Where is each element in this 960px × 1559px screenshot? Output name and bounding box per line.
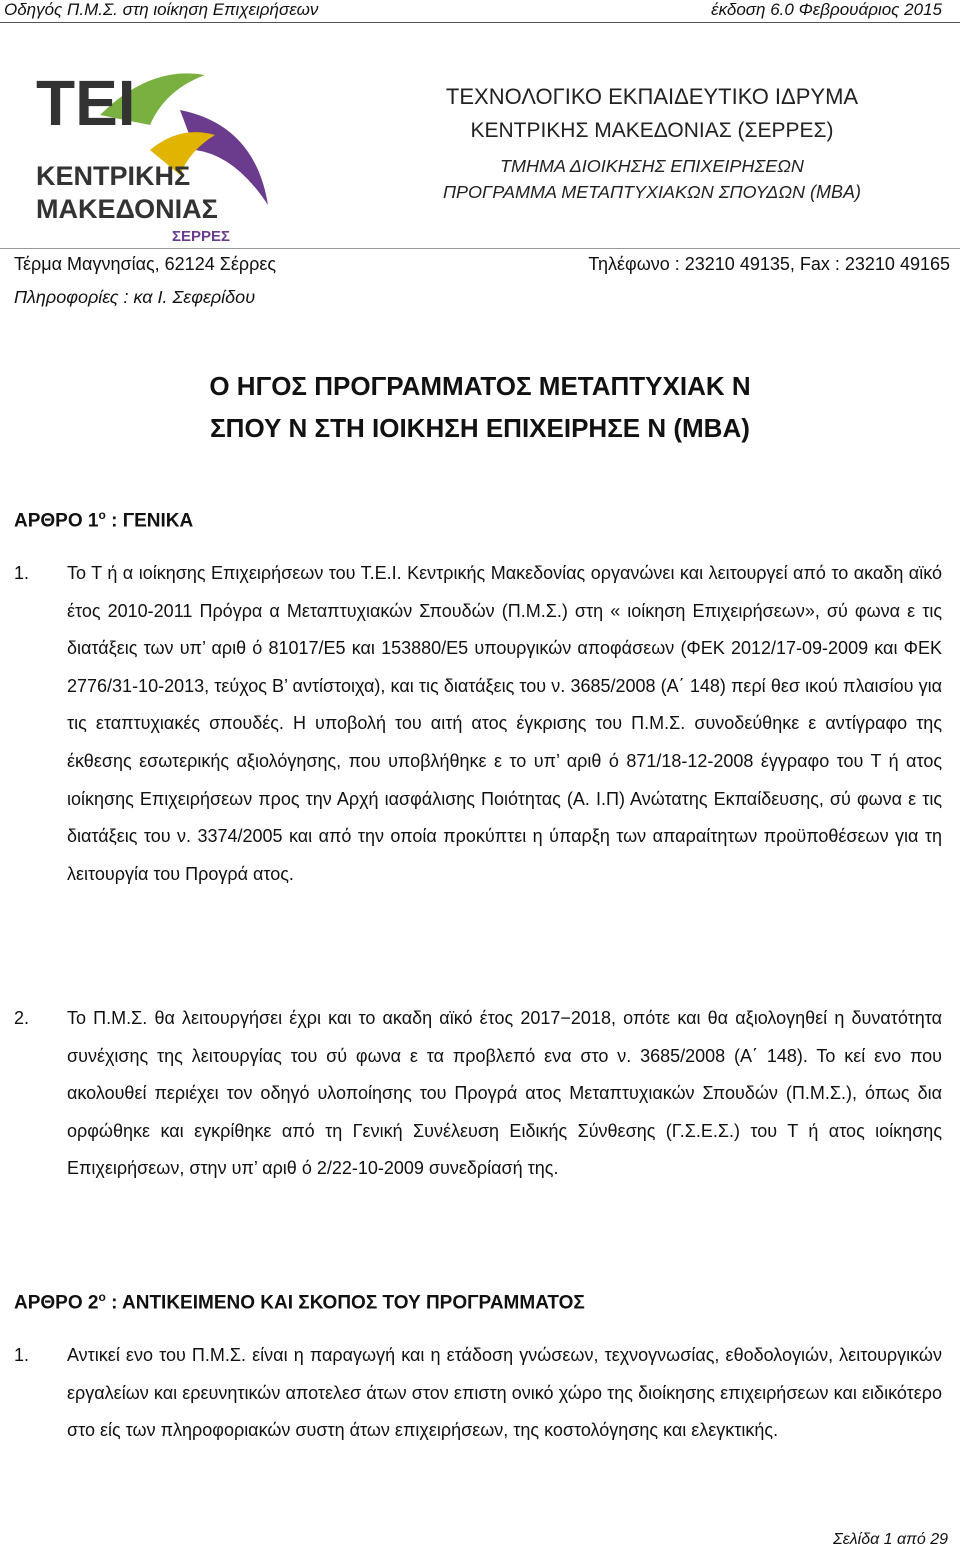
department-name: ΤΜΗΜΑ ΔΙΟΙΚΗΣΗΣ ΕΠΙΧΕΙΡΗΣΕΩΝ — [500, 156, 804, 176]
logo-purple-swoosh — [180, 110, 268, 205]
article-2-item-1 — [14, 1337, 942, 1450]
item-number: 1. — [14, 563, 30, 583]
item-number: 1. — [14, 1345, 30, 1365]
running-header — [0, 0, 960, 23]
article-2-heading-pre: ΑΡΘΡΟ 2 — [14, 1292, 99, 1314]
phone-fax: Τηλέφωνο : 23210 49135, Fax : 23210 49165 — [588, 254, 950, 274]
article-2-heading — [14, 1290, 585, 1314]
item-text: Το Π.Μ.Σ. θα λειτουργήσει έχρι και το ακαδη αϊκό έτος 2017−2018, οπότε και θα αξιολογηθεί η δυνατότητα συνέχισης της λειτουργίας του σύ φωνα ε τα προβλεπό ενα στο ν. 3685/2008 (Α΄ 148). Το κεί ενο που ακολουθεί περιέχει τον οδηγό υλοποίησης του Προγρά ατος Μεταπτυχιακών Σπουδών (Π.Μ.Σ.), όπως δια ορφώθηκε και εγκρίθηκε από τη Γενική Συνέλευση Ειδικής Σύνθεσης (Γ.Σ.Ε.Σ.) του Τ ή ατος ιοίκησης Επιχειρήσεων, στην υπ’ αριθ ό 2/22-10-2009 συνεδρίασή της. — [67, 1008, 942, 1179]
institution-name: ΤΕΧΝΟΛΟΓΙΚΟ ΕΚΠΑΙΔΕΥΤΙΚΟ ΙΔΡΥΜΑ — [445, 84, 859, 109]
program-name: ΠΡΟΓΡΑΜΜΑ ΜΕΤΑΠΤΥΧΙΑΚΩΝ ΣΠΟΥΔΩΝ (MBA) — [442, 182, 862, 202]
contact-info: Πληροφορίες : κα Ι. Σεφερίδου — [14, 287, 256, 307]
article-1-heading — [14, 508, 193, 532]
logo-line3: ΜΑΚΕΔΟΝΙΑΣ — [36, 194, 218, 224]
article-1-item-2 — [14, 1000, 942, 1188]
document-title — [0, 365, 960, 449]
institution-block — [372, 84, 932, 204]
address: Τέρμα Μαγνησίας, 62124 Σέρρες — [14, 254, 277, 274]
tei-logo-graphic — [30, 55, 270, 250]
address-bar — [0, 248, 960, 273]
title-line-2: ΣΠΟΥ Ν ΣΤΗ ΙΟΙΚΗΣΗ ΕΠΙΧΕΙΡΗΣΕ Ν (MBA) — [210, 413, 750, 443]
title-line-1: Ο ΗΓΟΣ ΠΡΟΓΡΑΜΜΑΤΟΣ ΜΕΤΑΠΤΥΧΙΑΚ Ν — [209, 371, 751, 401]
item-text: Αντικεί ενο του Π.Μ.Σ. είναι η παραγωγή και η ετάδοση γνώσεων, τεχνογνωσίας, εθοδολογιών, λειτουργικών εργαλείων και ερευνητικών αποτελεσ άτων στον επιστη ονικό χώρο της διοίκησης επιχειρήσεων και ειδικότερο στο είς των πληροφοριακών συστη άτων επιχειρήσεων, της κοστολόγησης και ελεγκτικής. — [67, 1345, 942, 1441]
article-1-heading-pre: ΑΡΘΡΟ 1 — [14, 510, 99, 532]
institution-location: ΚΕΝΤΡΙΚΗΣ ΜΑΚΕΔΟΝΙΑΣ (ΣΕΡΡΕΣ) — [470, 119, 834, 142]
item-text: Το Τ ή α ιοίκησης Επιχειρήσεων του Τ.Ε.Ι. Κεντρικής Μακεδονίας οργανώνει και λειτουργεί από το ακαδη αϊκό έτος 2010-2011 Πρόγρα α Μεταπτυχιακών Σπουδών (Π.Μ.Σ.) στη « ιοίκηση Επιχειρήσεων», σύ φωνα ε τις διατάξεις των υπ’ αριθ ό 81017/Ε5 και 153880/Ε5 υπουργικών αποφάσεων (ΦΕΚ 2012/17-09-2009 και ΦΕΚ 2776/31-10-2013, τεύχος Β’ αντίστοιχα), και τις διατάξεις του ν. 3685/2008 (Α΄ 148) περί θεσ ικού πλαισίου για τις εταπτυχιακές σπουδές. Η υποβολή του αιτή ατος έγκρισης του Π.Μ.Σ. συνοδεύθηκε ε αντίγραφο της έκθεσης εσωτερικής αξιολόγησης, που υποβλήθηκε ε το υπ’ αριθ ό 871/18-12-2008 έγγραφο του Τ ή ατος ιοίκησης Επιχειρήσεων προς την Αρχή ιασφάλισης Ποιότητας (Α. Ι.Π) Ανώτατης Εκπαίδευσης, σύ φωνα ε τις διατάξεις του ν. 3374/2005 και από την οποία προκύπτει η ύπαρξη των απαραίτητων προϋποθέσεων για τη λειτουργία του Προγρά ατος. — [67, 563, 942, 884]
article-1-heading-sup: ο — [98, 508, 106, 522]
logo-line4: ΣΕΡΡΕΣ — [172, 228, 231, 245]
header-left: Οδηγός Π.Μ.Σ. στη ιοίκηση Επιχειρήσεων — [4, 0, 319, 19]
article-2-heading-sup: ο — [98, 1290, 106, 1304]
article-1-item-1 — [14, 555, 942, 893]
item-number: 2. — [14, 1008, 30, 1028]
tei-logo — [30, 55, 270, 250]
logo-line2: ΚΕΝΤΡΙΚΗΣ — [36, 161, 191, 191]
header-right: έκδοση 6.0 Φεβρουάριος 2015 — [711, 0, 942, 19]
article-1-heading-post: : ΓΕΝΙΚΑ — [105, 510, 194, 532]
page-number: Σελίδα 1 από 29 — [833, 1531, 948, 1548]
article-2-heading-post: : ΑΝΤΙΚΕΙΜΕΝΟ ΚΑΙ ΣΚΟΠΟΣ ΤΟΥ ΠΡΟΓΡΑΜΜΑΤΟΣ — [105, 1292, 585, 1314]
logo-line1: ΤΕΙ — [36, 67, 136, 139]
